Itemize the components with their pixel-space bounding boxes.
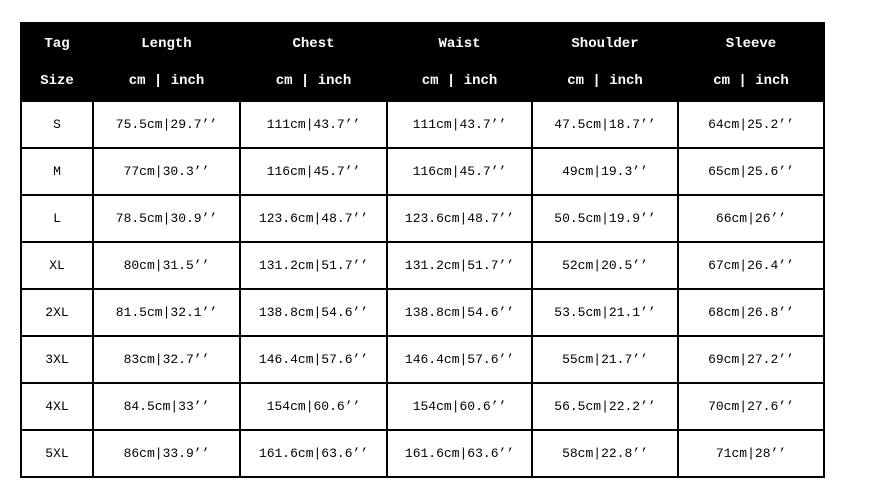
length-cell: 78.5cm|30.9’’ xyxy=(93,195,240,242)
header-sleeve xyxy=(678,23,824,101)
header-chest-unit: cm | inch xyxy=(275,73,352,89)
header-sleeve-wrap xyxy=(679,24,823,100)
size-cell: 3XL xyxy=(21,336,93,383)
shoulder-cell: 58cm|22.8’’ xyxy=(532,430,678,477)
header-length-unit: cm | inch xyxy=(128,73,205,89)
size-cell: M xyxy=(21,148,93,195)
shoulder-cell: 52cm|20.5’’ xyxy=(532,242,678,289)
header-length xyxy=(93,23,240,101)
header-sleeve-unit: cm | inch xyxy=(713,73,789,89)
sleeve-cell: 69cm|27.2’’ xyxy=(678,336,824,383)
sleeve-cell: 67cm|26.4’’ xyxy=(678,242,824,289)
header-waist-unit: cm | inch xyxy=(421,73,498,89)
shoulder-cell: 50.5cm|19.9’’ xyxy=(532,195,678,242)
table-row xyxy=(21,383,824,430)
header-shoulder-unit: cm | inch xyxy=(567,73,643,89)
chest-cell: 161.6cm|63.6’’ xyxy=(240,430,387,477)
header-tag-label: Tag xyxy=(44,36,70,52)
sleeve-cell: 64cm|25.2’’ xyxy=(678,101,824,148)
header-length-wrap xyxy=(94,24,239,100)
header-waist-label: Waist xyxy=(438,36,481,52)
header-size-label: Size xyxy=(40,73,74,89)
size-cell: S xyxy=(21,101,93,148)
sleeve-cell: 70cm|27.6’’ xyxy=(678,383,824,430)
header-waist-wrap xyxy=(388,24,531,100)
header-waist xyxy=(387,23,532,101)
table-row xyxy=(21,242,824,289)
length-cell: 84.5cm|33’’ xyxy=(93,383,240,430)
waist-cell: 131.2cm|51.7’’ xyxy=(387,242,532,289)
length-cell: 86cm|33.9’’ xyxy=(93,430,240,477)
length-cell: 81.5cm|32.1’’ xyxy=(93,289,240,336)
size-cell: L xyxy=(21,195,93,242)
waist-cell: 154cm|60.6’’ xyxy=(387,383,532,430)
header-chest-wrap xyxy=(241,24,386,100)
header-chest-label: Chest xyxy=(292,36,335,52)
header-tag-size xyxy=(21,23,93,101)
table-row xyxy=(21,148,824,195)
shoulder-cell: 47.5cm|18.7’’ xyxy=(532,101,678,148)
chest-cell: 111cm|43.7’’ xyxy=(240,101,387,148)
waist-cell: 138.8cm|54.6’’ xyxy=(387,289,532,336)
header-shoulder xyxy=(532,23,678,101)
sleeve-cell: 68cm|26.8’’ xyxy=(678,289,824,336)
sleeve-cell: 66cm|26’’ xyxy=(678,195,824,242)
table-row xyxy=(21,195,824,242)
waist-cell: 123.6cm|48.7’’ xyxy=(387,195,532,242)
chest-cell: 154cm|60.6’’ xyxy=(240,383,387,430)
header-chest xyxy=(240,23,387,101)
shoulder-cell: 53.5cm|21.1’’ xyxy=(532,289,678,336)
table-row xyxy=(21,289,824,336)
size-cell: 5XL xyxy=(21,430,93,477)
shoulder-cell: 55cm|21.7’’ xyxy=(532,336,678,383)
shoulder-cell: 56.5cm|22.2’’ xyxy=(532,383,678,430)
table-body xyxy=(21,101,824,477)
header-sleeve-label: Sleeve xyxy=(725,36,777,52)
waist-cell: 146.4cm|57.6’’ xyxy=(387,336,532,383)
header-shoulder-wrap xyxy=(533,24,677,100)
waist-cell: 111cm|43.7’’ xyxy=(387,101,532,148)
table-row xyxy=(21,101,824,148)
length-cell: 83cm|32.7’’ xyxy=(93,336,240,383)
size-cell: XL xyxy=(21,242,93,289)
sleeve-cell: 71cm|28’’ xyxy=(678,430,824,477)
header-shoulder-label: Shoulder xyxy=(571,36,639,52)
shoulder-cell: 49cm|19.3’’ xyxy=(532,148,678,195)
chest-cell: 131.2cm|51.7’’ xyxy=(240,242,387,289)
waist-cell: 116cm|45.7’’ xyxy=(387,148,532,195)
size-chart-table xyxy=(20,22,825,478)
table-row xyxy=(21,336,824,383)
chest-cell: 116cm|45.7’’ xyxy=(240,148,387,195)
length-cell: 80cm|31.5’’ xyxy=(93,242,240,289)
length-cell: 75.5cm|29.7’’ xyxy=(93,101,240,148)
size-cell: 4XL xyxy=(21,383,93,430)
waist-cell: 161.6cm|63.6’’ xyxy=(387,430,532,477)
length-cell: 77cm|30.3’’ xyxy=(93,148,240,195)
chest-cell: 146.4cm|57.6’’ xyxy=(240,336,387,383)
chest-cell: 138.8cm|54.6’’ xyxy=(240,289,387,336)
header-row xyxy=(21,23,824,101)
sleeve-cell: 65cm|25.6’’ xyxy=(678,148,824,195)
size-cell: 2XL xyxy=(21,289,93,336)
table-header xyxy=(21,23,824,101)
chest-cell: 123.6cm|48.7’’ xyxy=(240,195,387,242)
table-row xyxy=(21,430,824,477)
header-length-label: Length xyxy=(141,36,192,52)
header-tag-size-wrap xyxy=(22,24,92,100)
